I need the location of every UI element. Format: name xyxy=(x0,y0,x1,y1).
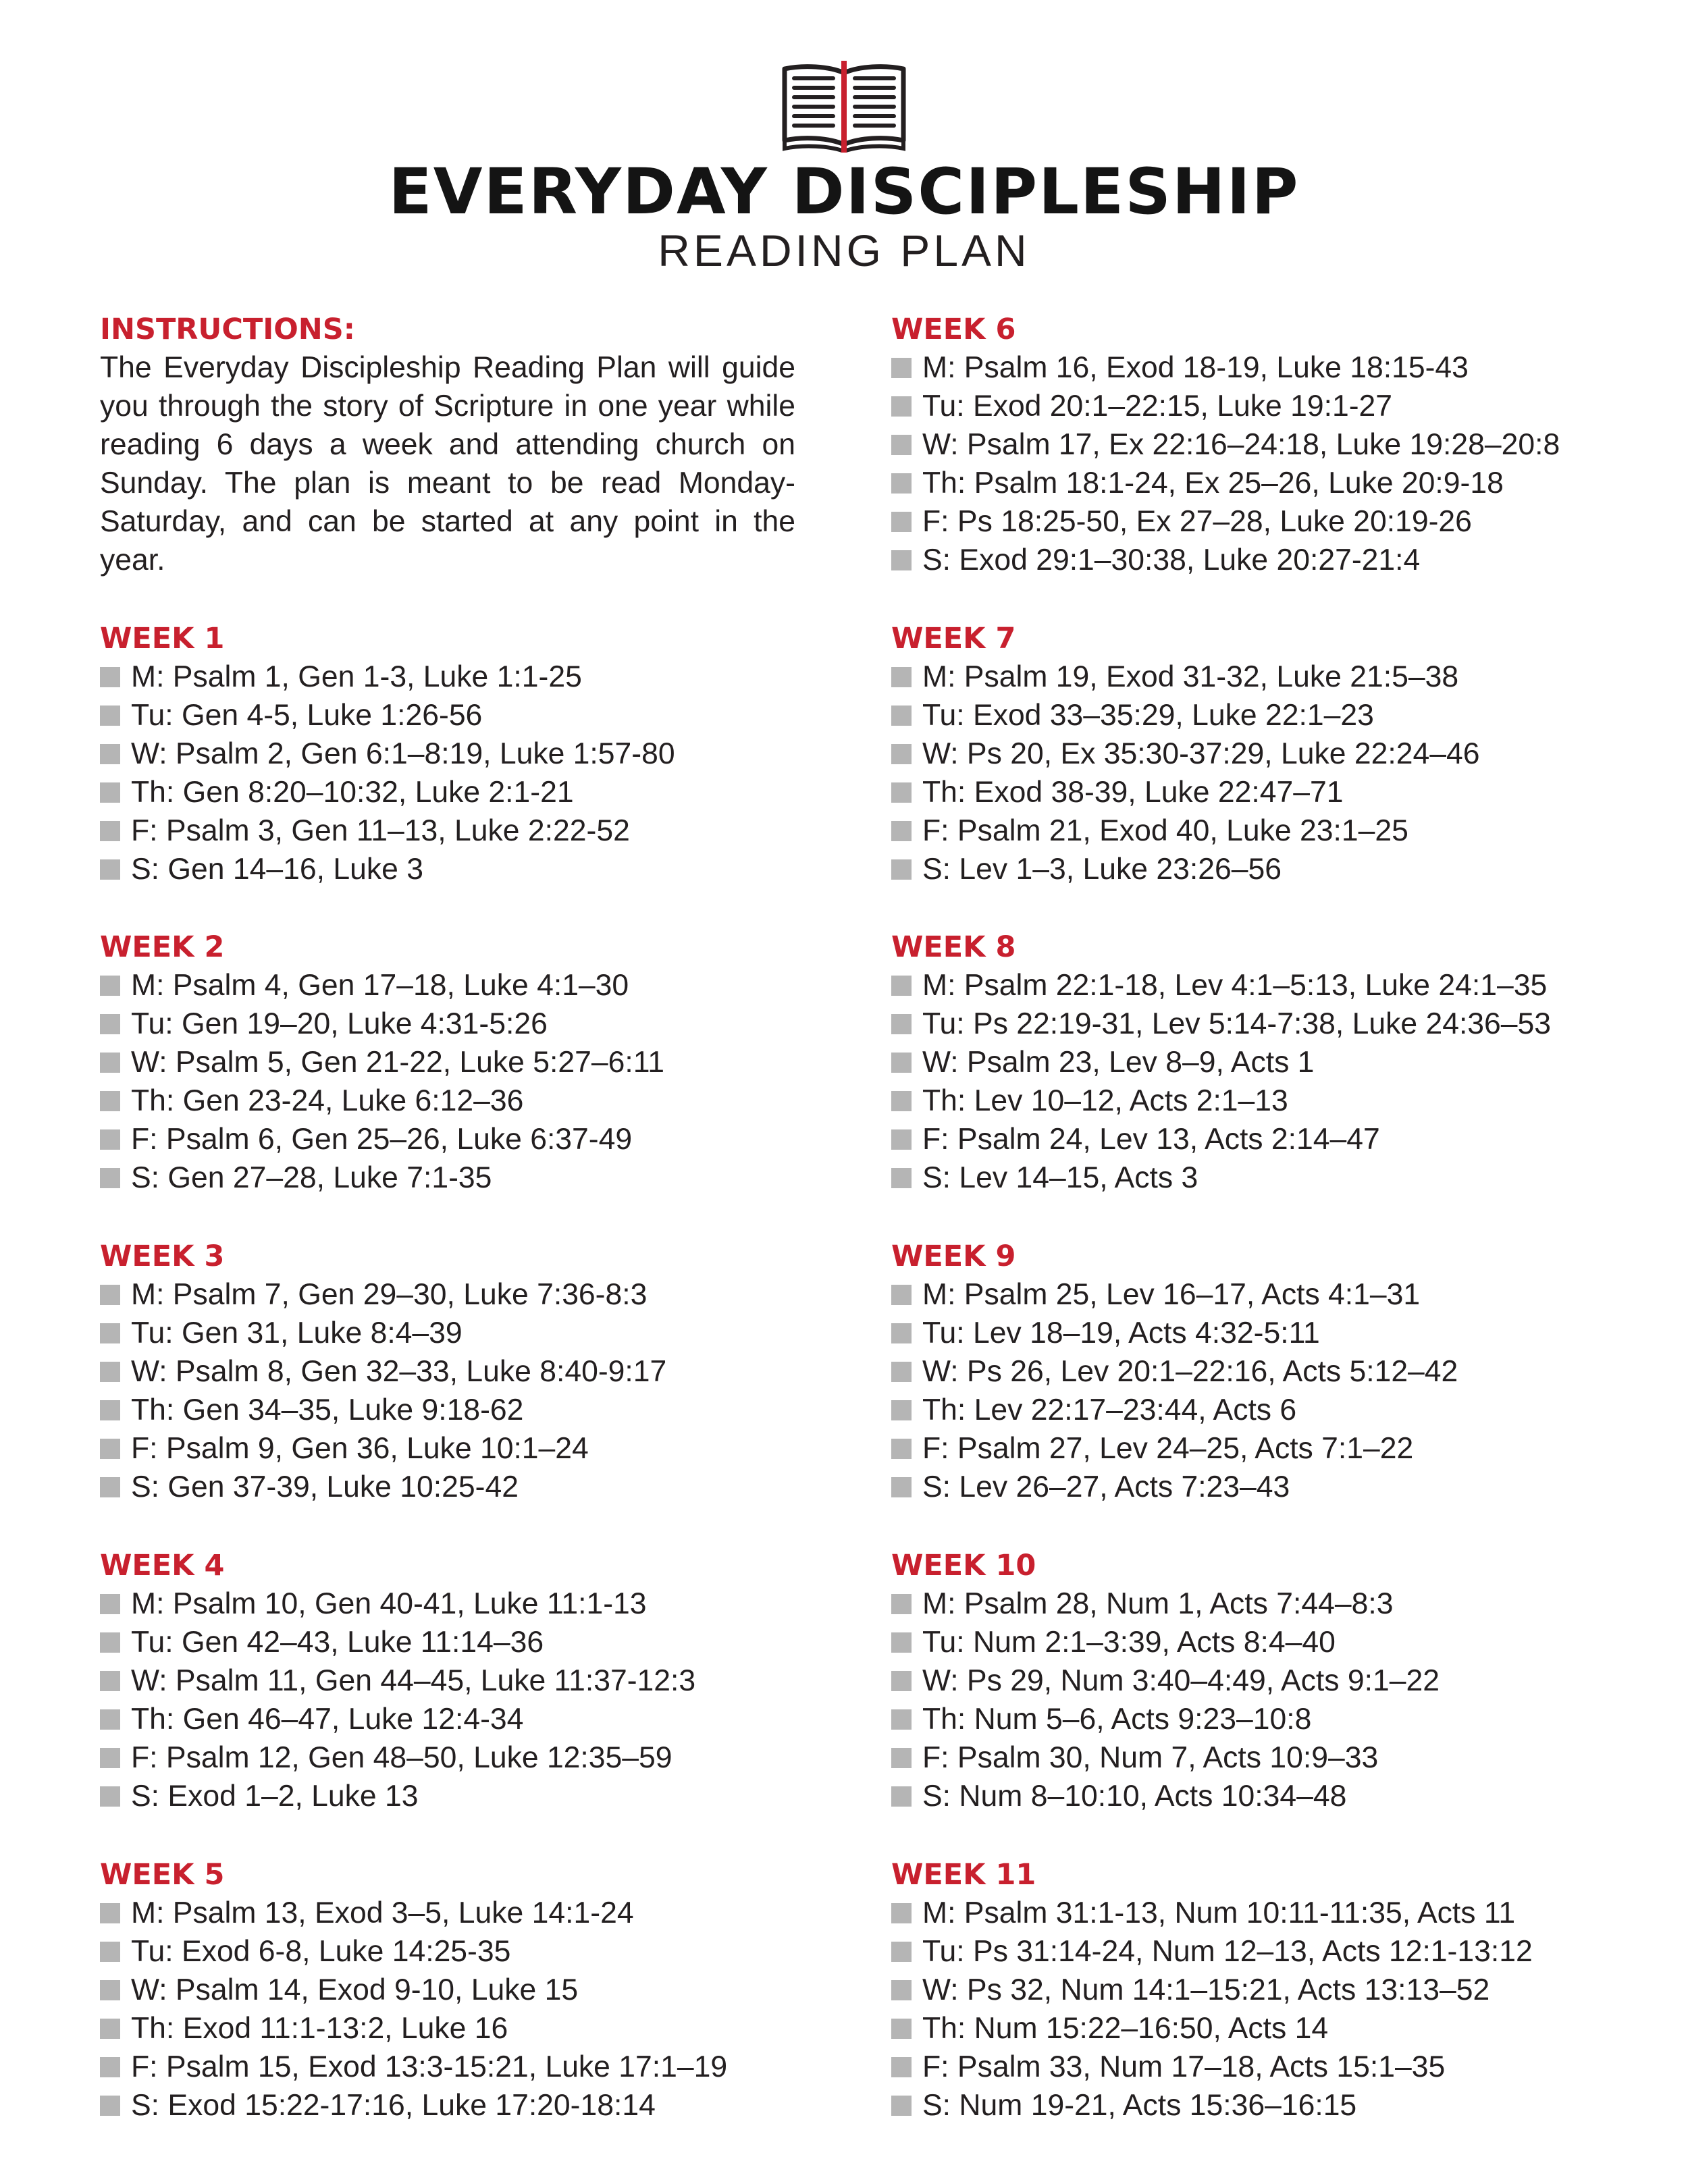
reading-item[interactable] xyxy=(100,773,675,811)
checkbox[interactable] xyxy=(100,1285,120,1305)
reading-item[interactable] xyxy=(891,1777,1440,1815)
reading-text: M: Psalm 25, Lev 16–17, Acts 4:1–31 xyxy=(922,1278,1421,1311)
week-7-section xyxy=(891,620,1479,888)
reading-item[interactable] xyxy=(891,1158,1551,1197)
reading-text: Tu: Exod 20:1–22:15, Luke 19:1-27 xyxy=(922,390,1393,423)
checkbox[interactable] xyxy=(891,2057,912,2077)
checkbox[interactable] xyxy=(891,1477,912,1497)
week-heading: WEEK 10 xyxy=(891,1549,1036,1582)
reading-text: Tu: Lev 18–19, Acts 4:32-5:11 xyxy=(922,1316,1320,1350)
checkbox[interactable] xyxy=(100,1632,120,1653)
instructions-heading: INSTRUCTIONS: xyxy=(100,313,355,346)
checkbox[interactable] xyxy=(100,1903,120,1923)
reading-text: S: Exod 1–2, Luke 13 xyxy=(131,1780,419,1813)
checkbox[interactable] xyxy=(891,1091,912,1111)
reading-item[interactable] xyxy=(891,1082,1551,1120)
reading-text: M: Psalm 10, Gen 40-41, Luke 11:1-13 xyxy=(131,1587,647,1620)
week-10-section xyxy=(891,1547,1440,1815)
reading-text: W: Psalm 2, Gen 6:1–8:19, Luke 1:57-80 xyxy=(131,737,675,770)
reading-text: F: Psalm 33, Num 17–18, Acts 15:1–35 xyxy=(922,2050,1446,2083)
reading-text: W: Ps 29, Num 3:40–4:49, Acts 9:1–22 xyxy=(922,1664,1440,1697)
checkbox[interactable] xyxy=(100,1980,120,2000)
reading-item[interactable] xyxy=(100,2048,727,2086)
checkbox[interactable] xyxy=(891,1903,912,1923)
reading-text: W: Ps 20, Ex 35:30-37:29, Luke 22:24–46 xyxy=(922,737,1480,770)
checkbox[interactable] xyxy=(891,667,912,687)
reading-text: M: Psalm 19, Exod 31-32, Luke 21:5–38 xyxy=(922,660,1459,693)
reading-item[interactable] xyxy=(891,348,1560,387)
checkbox[interactable] xyxy=(100,1786,120,1807)
checkbox[interactable] xyxy=(100,976,120,996)
reading-item[interactable] xyxy=(100,2009,727,2048)
checkbox[interactable] xyxy=(891,2096,912,2116)
reading-item[interactable] xyxy=(891,1120,1551,1158)
reading-text: F: Psalm 12, Gen 48–50, Luke 12:35–59 xyxy=(131,1741,672,1774)
reading-item[interactable] xyxy=(100,1391,666,1429)
reading-item[interactable] xyxy=(891,1932,1533,1971)
reading-item[interactable] xyxy=(891,1352,1458,1391)
week-heading: WEEK 9 xyxy=(891,1240,1016,1273)
checkbox[interactable] xyxy=(891,1285,912,1305)
checkbox[interactable] xyxy=(891,1053,912,1073)
reading-text: S: Exod 15:22-17:16, Luke 17:20-18:14 xyxy=(131,2089,656,2122)
reading-text: F: Psalm 3, Gen 11–13, Luke 2:22-52 xyxy=(131,814,630,847)
reading-text: Tu: Gen 4-5, Luke 1:26-56 xyxy=(131,699,483,732)
reading-text: M: Psalm 16, Exod 18-19, Luke 18:15-43 xyxy=(922,351,1469,384)
checkbox[interactable] xyxy=(100,1091,120,1111)
reading-text: Th: Gen 46–47, Luke 12:4-34 xyxy=(131,1703,524,1736)
reading-item[interactable] xyxy=(891,696,1479,735)
checkbox[interactable] xyxy=(891,1323,912,1343)
reading-item[interactable] xyxy=(100,1314,666,1352)
checkbox[interactable] xyxy=(891,1980,912,2000)
reading-item[interactable] xyxy=(100,696,675,735)
checkbox[interactable] xyxy=(891,396,912,417)
reading-text: F: Ps 18:25-50, Ex 27–28, Luke 20:19-26 xyxy=(922,505,1472,538)
checkbox[interactable] xyxy=(891,1439,912,1459)
reading-item[interactable] xyxy=(891,1971,1533,2009)
checkbox[interactable] xyxy=(891,782,912,803)
reading-item[interactable] xyxy=(100,1120,664,1158)
reading-text: M: Psalm 13, Exod 3–5, Luke 14:1-24 xyxy=(131,1896,634,1929)
checkbox[interactable] xyxy=(891,435,912,455)
reading-text: Th: Gen 8:20–10:32, Luke 2:1-21 xyxy=(131,776,574,809)
reading-item[interactable] xyxy=(891,1005,1551,1043)
reading-text: S: Num 19-21, Acts 15:36–16:15 xyxy=(922,2089,1357,2122)
reading-text: Th: Lev 10–12, Acts 2:1–13 xyxy=(922,1084,1288,1117)
reading-item[interactable] xyxy=(891,464,1560,502)
reading-item[interactable] xyxy=(891,502,1560,541)
reading-item[interactable] xyxy=(891,387,1560,425)
reading-item[interactable] xyxy=(100,1158,664,1197)
reading-text: W: Ps 26, Lev 20:1–22:16, Acts 5:12–42 xyxy=(922,1355,1458,1388)
page-title: EVERYDAY DISCIPLESHIP xyxy=(388,155,1300,229)
reading-item[interactable] xyxy=(100,1894,727,1932)
checkbox[interactable] xyxy=(891,1168,912,1188)
checkbox[interactable] xyxy=(891,705,912,726)
reading-text: Th: Lev 22:17–23:44, Acts 6 xyxy=(922,1393,1297,1427)
reading-text: W: Psalm 8, Gen 32–33, Luke 8:40-9:17 xyxy=(131,1355,667,1388)
week-6-section xyxy=(891,311,1560,579)
reading-text: Tu: Ps 22:19-31, Lev 5:14-7:38, Luke 24:36–53 xyxy=(922,1007,1552,1040)
reading-text: M: Psalm 1, Gen 1-3, Luke 1:1-25 xyxy=(131,660,582,693)
checkbox[interactable] xyxy=(100,2096,120,2116)
reading-item[interactable] xyxy=(891,735,1479,773)
reading-item[interactable] xyxy=(100,2086,727,2125)
reading-item[interactable] xyxy=(100,1623,695,1661)
reading-item[interactable] xyxy=(891,966,1551,1005)
reading-item[interactable] xyxy=(100,1584,695,1623)
reading-text: S: Exod 29:1–30:38, Luke 20:27-21:4 xyxy=(922,543,1421,577)
reading-text: Th: Exod 11:1-13:2, Luke 16 xyxy=(131,2012,508,2045)
checkbox[interactable] xyxy=(891,1014,912,1034)
reading-text: Tu: Gen 19–20, Luke 4:31-5:26 xyxy=(131,1007,548,1040)
reading-text: W: Psalm 11, Gen 44–45, Luke 11:37-12:3 xyxy=(131,1664,696,1697)
reading-text: F: Psalm 6, Gen 25–26, Luke 6:37-49 xyxy=(131,1123,633,1156)
week-8-section xyxy=(891,928,1551,1197)
reading-item[interactable] xyxy=(891,1700,1440,1738)
checkbox[interactable] xyxy=(891,1594,912,1614)
checkbox[interactable] xyxy=(891,976,912,996)
checkbox[interactable] xyxy=(100,1477,120,1497)
reading-text: S: Lev 26–27, Acts 7:23–43 xyxy=(922,1470,1290,1503)
reading-item[interactable] xyxy=(100,1043,664,1082)
reading-item[interactable] xyxy=(100,1429,666,1468)
reading-item[interactable] xyxy=(100,811,675,850)
week-9-section xyxy=(891,1237,1458,1506)
reading-item[interactable] xyxy=(891,1661,1440,1700)
checkbox[interactable] xyxy=(100,821,120,841)
reading-item[interactable] xyxy=(100,1971,727,2009)
reading-text: F: Psalm 9, Gen 36, Luke 10:1–24 xyxy=(131,1432,589,1465)
instructions-body: The Everyday Discipleship Reading Plan will guide you through the story of Scripture in one year while reading 6 days a week and attending church on Sunday. The plan is meant to be read Monday-Saturday, and can be started at any point in the year. xyxy=(100,351,795,577)
checkbox[interactable] xyxy=(100,1362,120,1382)
reading-text: Th: Num 15:22–16:50, Acts 14 xyxy=(922,2012,1329,2045)
week-4-section xyxy=(100,1547,695,1815)
reading-item[interactable] xyxy=(891,773,1479,811)
checkbox[interactable] xyxy=(100,1323,120,1343)
reading-item[interactable] xyxy=(891,541,1560,579)
reading-text: Th: Exod 38-39, Luke 22:47–71 xyxy=(922,776,1344,809)
week-1-section xyxy=(100,620,675,888)
checkbox[interactable] xyxy=(100,1439,120,1459)
checkbox[interactable] xyxy=(891,550,912,570)
reading-item[interactable] xyxy=(891,1468,1458,1506)
week-heading: WEEK 8 xyxy=(891,930,1016,964)
checkbox[interactable] xyxy=(891,1400,912,1420)
reading-item[interactable] xyxy=(100,1468,666,1506)
checkbox[interactable] xyxy=(891,1129,912,1150)
checkbox[interactable] xyxy=(100,782,120,803)
checkbox[interactable] xyxy=(891,358,912,378)
reading-item[interactable] xyxy=(100,1932,727,1971)
week-3-section xyxy=(100,1237,666,1506)
reading-text: S: Lev 1–3, Luke 23:26–56 xyxy=(922,853,1282,886)
reading-text: S: Gen 37-39, Luke 10:25-42 xyxy=(131,1470,519,1503)
checkbox[interactable] xyxy=(100,705,120,726)
checkbox[interactable] xyxy=(891,1942,912,1962)
checkbox[interactable] xyxy=(891,1748,912,1768)
reading-item[interactable] xyxy=(100,1777,695,1815)
checkbox[interactable] xyxy=(100,2057,120,2077)
reading-item[interactable] xyxy=(891,1738,1440,1777)
reading-item[interactable] xyxy=(891,1043,1551,1082)
checkbox[interactable] xyxy=(100,1053,120,1073)
reading-item[interactable] xyxy=(100,1005,664,1043)
week-2-section xyxy=(100,928,664,1197)
reading-text: M: Psalm 22:1-18, Lev 4:1–5:13, Luke 24:1–35 xyxy=(922,969,1548,1002)
week-heading: WEEK 2 xyxy=(100,930,225,964)
checkbox[interactable] xyxy=(891,1632,912,1653)
reading-item[interactable] xyxy=(891,2048,1533,2086)
checkbox[interactable] xyxy=(100,1168,120,1188)
checkbox[interactable] xyxy=(100,1748,120,1768)
reading-text: Tu: Ps 31:14-24, Num 12–13, Acts 12:1-13:12 xyxy=(922,1935,1533,1968)
reading-text: Tu: Num 2:1–3:39, Acts 8:4–40 xyxy=(922,1626,1336,1659)
reading-text: S: Gen 27–28, Luke 7:1-35 xyxy=(131,1161,492,1194)
checkbox[interactable] xyxy=(100,1709,120,1730)
checkbox[interactable] xyxy=(891,1671,912,1691)
checkbox[interactable] xyxy=(891,1786,912,1807)
reading-text: Th: Gen 23-24, Luke 6:12–36 xyxy=(131,1084,524,1117)
reading-text: W: Psalm 23, Lev 8–9, Acts 1 xyxy=(922,1046,1315,1079)
week-heading: WEEK 11 xyxy=(891,1858,1036,1892)
reading-text: W: Psalm 5, Gen 21-22, Luke 5:27–6:11 xyxy=(131,1046,664,1079)
reading-text: W: Psalm 17, Ex 22:16–24:18, Luke 19:28–20:8 xyxy=(922,428,1560,461)
checkbox[interactable] xyxy=(891,744,912,764)
reading-text: M: Psalm 7, Gen 29–30, Luke 7:36-8:3 xyxy=(131,1278,648,1311)
reading-text: M: Psalm 31:1-13, Num 10:11-11:35, Acts 11 xyxy=(922,1896,1516,1929)
reading-text: Tu: Gen 42–43, Luke 11:14–36 xyxy=(131,1626,544,1659)
reading-text: S: Lev 14–15, Acts 3 xyxy=(922,1161,1198,1194)
reading-item[interactable] xyxy=(100,1275,666,1314)
reading-item[interactable] xyxy=(891,2009,1533,2048)
reading-item[interactable] xyxy=(100,966,664,1005)
reading-text: S: Num 8–10:10, Acts 10:34–48 xyxy=(922,1780,1347,1813)
checkbox[interactable] xyxy=(891,512,912,532)
checkbox[interactable] xyxy=(100,1014,120,1034)
checkbox[interactable] xyxy=(891,1709,912,1730)
reading-text: F: Psalm 24, Lev 13, Acts 2:14–47 xyxy=(922,1123,1380,1156)
reading-text: M: Psalm 28, Num 1, Acts 7:44–8:3 xyxy=(922,1587,1394,1620)
reading-item[interactable] xyxy=(891,1275,1458,1314)
reading-item[interactable] xyxy=(100,1082,664,1120)
reading-text: Th: Num 5–6, Acts 9:23–10:8 xyxy=(922,1703,1312,1736)
week-heading: WEEK 6 xyxy=(891,313,1016,346)
reading-text: F: Psalm 27, Lev 24–25, Acts 7:1–22 xyxy=(922,1432,1414,1465)
page-subtitle: READING PLAN xyxy=(658,225,1030,275)
reading-item[interactable] xyxy=(891,1314,1458,1352)
week-heading: WEEK 1 xyxy=(100,622,225,656)
reading-item[interactable] xyxy=(891,1429,1458,1468)
reading-item[interactable] xyxy=(100,1700,695,1738)
checkbox[interactable] xyxy=(891,473,912,494)
reading-text: F: Psalm 21, Exod 40, Luke 23:1–25 xyxy=(922,814,1408,847)
reading-item[interactable] xyxy=(100,1738,695,1777)
reading-item[interactable] xyxy=(891,2086,1533,2125)
reading-item[interactable] xyxy=(100,850,675,888)
checkbox[interactable] xyxy=(100,1942,120,1962)
reading-text: Th: Gen 34–35, Luke 9:18-62 xyxy=(131,1393,524,1427)
checkbox[interactable] xyxy=(100,1671,120,1691)
reading-item[interactable] xyxy=(100,1352,666,1391)
reading-item[interactable] xyxy=(891,425,1560,464)
checkbox[interactable] xyxy=(100,859,120,880)
reading-item[interactable] xyxy=(891,811,1479,850)
reading-item[interactable] xyxy=(100,735,675,773)
reading-text: S: Gen 14–16, Luke 3 xyxy=(131,853,423,886)
week-heading: WEEK 4 xyxy=(100,1549,225,1582)
checkbox[interactable] xyxy=(891,2019,912,2039)
checkbox[interactable] xyxy=(100,2019,120,2039)
reading-text: Tu: Exod 33–35:29, Luke 22:1–23 xyxy=(922,699,1374,732)
reading-text: F: Psalm 15, Exod 13:3-15:21, Luke 17:1–19 xyxy=(131,2050,728,2083)
reading-item[interactable] xyxy=(100,1661,695,1700)
reading-item[interactable] xyxy=(100,658,675,696)
open-book-icon xyxy=(776,61,912,153)
checkbox[interactable] xyxy=(100,667,120,687)
week-heading: WEEK 7 xyxy=(891,622,1016,656)
reading-item[interactable] xyxy=(891,658,1479,696)
reading-item[interactable] xyxy=(891,1894,1533,1932)
reading-text: W: Ps 32, Num 14:1–15:21, Acts 13:13–52 xyxy=(922,1973,1490,2006)
checkbox[interactable] xyxy=(891,859,912,880)
checkbox[interactable] xyxy=(891,821,912,841)
reading-text: F: Psalm 30, Num 7, Acts 10:9–33 xyxy=(922,1741,1379,1774)
reading-text: W: Psalm 14, Exod 9-10, Luke 15 xyxy=(131,1973,579,2006)
week-5-section xyxy=(100,1856,727,2125)
reading-item[interactable] xyxy=(891,1623,1440,1661)
reading-text: Th: Psalm 18:1-24, Ex 25–26, Luke 20:9-18 xyxy=(922,467,1504,500)
checkbox[interactable] xyxy=(100,744,120,764)
week-heading: WEEK 5 xyxy=(100,1858,225,1892)
week-heading: WEEK 3 xyxy=(100,1240,225,1273)
reading-item[interactable] xyxy=(891,1391,1458,1429)
reading-item[interactable] xyxy=(891,850,1479,888)
checkbox[interactable] xyxy=(891,1362,912,1382)
reading-text: M: Psalm 4, Gen 17–18, Luke 4:1–30 xyxy=(131,969,629,1002)
checkbox[interactable] xyxy=(100,1594,120,1614)
reading-item[interactable] xyxy=(891,1584,1440,1623)
week-11-section xyxy=(891,1856,1533,2125)
instructions-section xyxy=(100,311,795,579)
reading-text: Tu: Gen 31, Luke 8:4–39 xyxy=(131,1316,463,1350)
reading-text: Tu: Exod 6-8, Luke 14:25-35 xyxy=(131,1935,511,1968)
checkbox[interactable] xyxy=(100,1129,120,1150)
checkbox[interactable] xyxy=(100,1400,120,1420)
